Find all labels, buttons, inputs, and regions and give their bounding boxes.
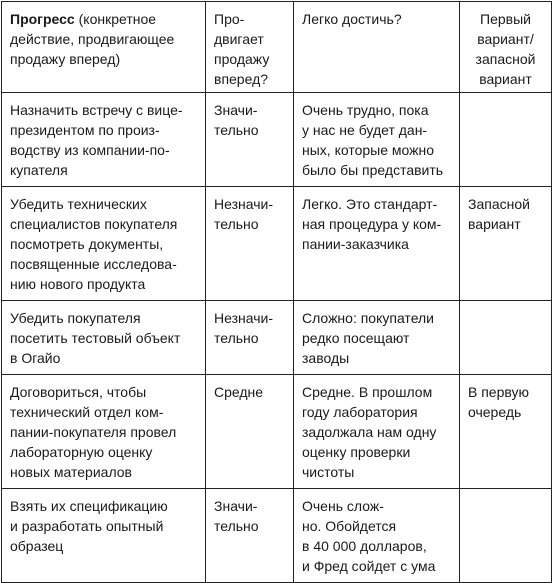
cell-advances xyxy=(206,187,294,301)
cell-line: у нас не будет дан- xyxy=(302,122,428,138)
table-row xyxy=(2,301,552,375)
cell-ease xyxy=(294,93,460,187)
cell-line: новых материалов xyxy=(10,464,132,480)
header-progress-rest-2: продажу вперед) xyxy=(10,51,121,67)
cell-line: очередь xyxy=(468,404,522,420)
cell-variant xyxy=(460,375,552,489)
cell-variant xyxy=(460,301,552,375)
cell-line: Значи- xyxy=(214,498,258,514)
cell-line: посетить тестовый объект xyxy=(10,330,181,346)
header-ease xyxy=(294,2,460,93)
cell-line: нию нового продукта xyxy=(10,276,146,292)
cell-ease xyxy=(294,301,460,375)
cell-line: в 40 000 долларов, xyxy=(302,538,427,554)
cell-line: тельно xyxy=(214,518,259,534)
cell-line: Легко. Это стандарт- xyxy=(302,196,438,212)
table-row xyxy=(2,93,552,187)
cell-line: Взять их спецификацию xyxy=(10,498,168,514)
cell-line: президентом по произ- xyxy=(10,122,160,138)
cell-line: тельно xyxy=(214,216,259,232)
header-advances-line: продажу xyxy=(214,51,270,67)
cell-line: ная процедура у ком- xyxy=(302,216,442,232)
cell-line: и Фред сойдет с ума xyxy=(302,558,436,574)
cell-action xyxy=(2,375,206,489)
cell-line: Договориться, чтобы xyxy=(10,384,147,400)
cell-variant xyxy=(460,187,552,301)
cell-advances xyxy=(206,93,294,187)
cell-line: Убедить технических xyxy=(10,196,147,212)
cell-line: Незначи- xyxy=(214,196,273,212)
cell-action xyxy=(2,301,206,375)
cell-line: посвященные исследова- xyxy=(10,256,177,272)
cell-line: Средне xyxy=(214,384,264,400)
cell-line: тельно xyxy=(214,122,259,138)
cell-line: Назначить встречу с вице- xyxy=(10,102,183,118)
header-advances xyxy=(206,2,294,93)
cell-line: Значи- xyxy=(214,102,258,118)
cell-ease xyxy=(294,375,460,489)
cell-action xyxy=(2,187,206,301)
cell-line: пании-заказчика xyxy=(302,236,409,252)
header-progress-bold: Прогресс xyxy=(10,11,75,27)
header-progress-rest-1: действие, продвигающее xyxy=(10,31,175,47)
cell-line: Запасной xyxy=(468,196,530,212)
header-advances-line: вперед? xyxy=(214,71,269,87)
cell-action xyxy=(2,489,206,583)
cell-line: технический отдел ком- xyxy=(10,404,164,420)
header-row xyxy=(2,2,552,93)
cell-variant xyxy=(460,489,552,583)
header-variant-line: запасной xyxy=(475,51,536,67)
cell-line: было бы представить xyxy=(302,162,444,178)
cell-line: Убедить покупателя xyxy=(10,310,141,326)
cell-line: и разработать опытный xyxy=(10,518,164,534)
header-progress-rest-0: (конкретное xyxy=(78,11,157,27)
cell-line: посмотреть документы, xyxy=(10,236,164,252)
cell-line: тельно xyxy=(214,330,259,346)
header-progress xyxy=(2,2,206,93)
cell-ease xyxy=(294,187,460,301)
cell-variant xyxy=(460,93,552,187)
header-variant xyxy=(460,2,552,93)
cell-line: чистоты xyxy=(302,464,355,480)
table-row xyxy=(2,375,552,489)
header-ease-line: Легко достичь? xyxy=(302,11,402,27)
header-variant-line: вариант/ xyxy=(477,31,534,47)
header-variant-line: Первый xyxy=(480,11,531,27)
cell-line: специалистов покупателя xyxy=(10,216,178,232)
cell-line: Сложно: покупатели xyxy=(302,310,435,326)
cell-advances xyxy=(206,301,294,375)
cell-action xyxy=(2,93,206,187)
cell-line: лабораторную оценку xyxy=(10,444,153,460)
cell-line: Средне. В прошлом xyxy=(302,384,433,400)
cell-line: Незначи- xyxy=(214,310,273,326)
cell-line: задолжала нам одну xyxy=(302,424,437,440)
cell-line: оценку проверки xyxy=(302,444,411,460)
cell-line: заводы xyxy=(302,350,350,366)
cell-line: В первую xyxy=(468,384,530,400)
sales-progress-table xyxy=(1,1,552,583)
cell-line: редко посещают xyxy=(302,330,410,346)
cell-line: году лаборатория xyxy=(302,404,418,420)
cell-line: купателя xyxy=(10,162,68,178)
cell-line: в Огайо xyxy=(10,350,61,366)
cell-advances xyxy=(206,489,294,583)
cell-line: но. Обойдется xyxy=(302,518,397,534)
cell-ease xyxy=(294,489,460,583)
cell-line: образец xyxy=(10,538,64,554)
table-row xyxy=(2,489,552,583)
cell-line: пании-покупателя провел xyxy=(10,424,177,440)
header-advances-line: двигает xyxy=(214,31,264,47)
cell-line: Очень слож- xyxy=(302,498,384,514)
header-variant-line: вариант xyxy=(479,71,532,87)
cell-line: вариант xyxy=(468,216,521,232)
cell-advances xyxy=(206,375,294,489)
cell-line: Очень трудно, пока xyxy=(302,102,429,118)
table-row xyxy=(2,187,552,301)
cell-line: водству из компании-по- xyxy=(10,142,170,158)
header-advances-line: Про- xyxy=(214,11,245,27)
cell-line: ных, которые можно xyxy=(302,142,435,158)
